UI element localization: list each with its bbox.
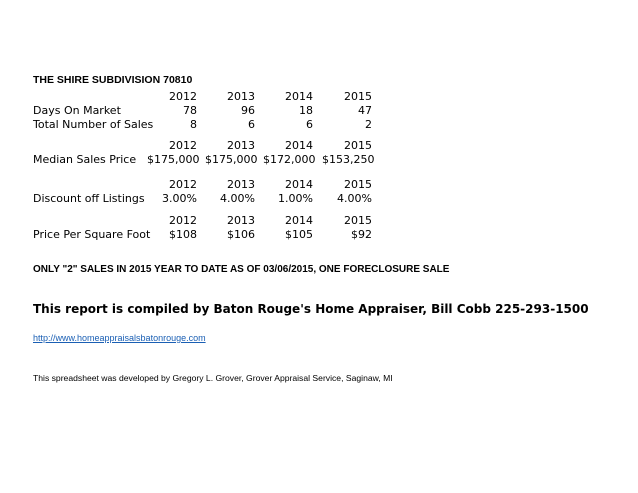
days-on-market-2012: 78 xyxy=(183,104,197,117)
year-header-2013: 2013 xyxy=(227,214,255,227)
median-price-2014: $172,000 xyxy=(263,153,316,166)
year-header-2013: 2013 xyxy=(227,90,255,103)
median-price-2012: $175,000 xyxy=(147,153,200,166)
total-sales-2014: 6 xyxy=(306,118,313,131)
total-sales-2013: 6 xyxy=(248,118,255,131)
website-link[interactable]: http://www.homeappraisalsbatonrouge.com xyxy=(33,333,206,343)
price-per-sqft-2014: $105 xyxy=(285,228,313,241)
total-sales-2015: 2 xyxy=(365,118,372,131)
year-header-2015: 2015 xyxy=(344,90,372,103)
median-price-2015: $153,250 xyxy=(322,153,375,166)
year-header-2012: 2012 xyxy=(169,139,197,152)
year-header-2014: 2014 xyxy=(285,178,313,191)
price-per-sqft-2015: $92 xyxy=(351,228,372,241)
report-title: THE SHIRE SUBDIVISION 70810 xyxy=(33,74,193,86)
year-header-2012: 2012 xyxy=(169,178,197,191)
discount-2015: 4.00% xyxy=(337,192,372,205)
price-per-sqft-2013: $106 xyxy=(227,228,255,241)
discount-2014: 1.00% xyxy=(278,192,313,205)
year-header-2014: 2014 xyxy=(285,214,313,227)
developer-credit: This spreadsheet was developed by Gregory L. Grover, Grover Appraisal Service, Saginaw, MI xyxy=(33,373,393,383)
year-header-2015: 2015 xyxy=(344,139,372,152)
compiled-by-line: This report is compiled by Baton Rouge's Home Appraiser, Bill Cobb 225-293-1500 xyxy=(33,302,589,316)
price-per-sqft-label: Price Per Square Foot xyxy=(33,228,151,241)
year-header-2012: 2012 xyxy=(169,90,197,103)
year-header-2014: 2014 xyxy=(285,139,313,152)
days-on-market-2013: 96 xyxy=(241,104,255,117)
total-sales-label: Total Number of Sales xyxy=(33,118,154,131)
year-header-2013: 2013 xyxy=(227,178,255,191)
year-header-2013: 2013 xyxy=(227,139,255,152)
days-on-market-label: Days On Market xyxy=(33,104,121,117)
discount-label: Discount off Listings xyxy=(33,192,145,205)
price-per-sqft-2012: $108 xyxy=(169,228,197,241)
year-header-2015: 2015 xyxy=(344,214,372,227)
discount-2012: 3.00% xyxy=(162,192,197,205)
total-sales-2012: 8 xyxy=(190,118,197,131)
median-price-label: Median Sales Price xyxy=(33,153,137,166)
year-header-2015: 2015 xyxy=(344,178,372,191)
median-price-2013: $175,000 xyxy=(205,153,258,166)
discount-2013: 4.00% xyxy=(220,192,255,205)
year-header-2014: 2014 xyxy=(285,90,313,103)
year-header-2012: 2012 xyxy=(169,214,197,227)
sales-note: ONLY "2" SALES IN 2015 YEAR TO DATE AS OF 03/06/2015, ONE FORECLOSURE SALE xyxy=(33,264,450,275)
days-on-market-2015: 47 xyxy=(358,104,372,117)
days-on-market-2014: 18 xyxy=(299,104,313,117)
